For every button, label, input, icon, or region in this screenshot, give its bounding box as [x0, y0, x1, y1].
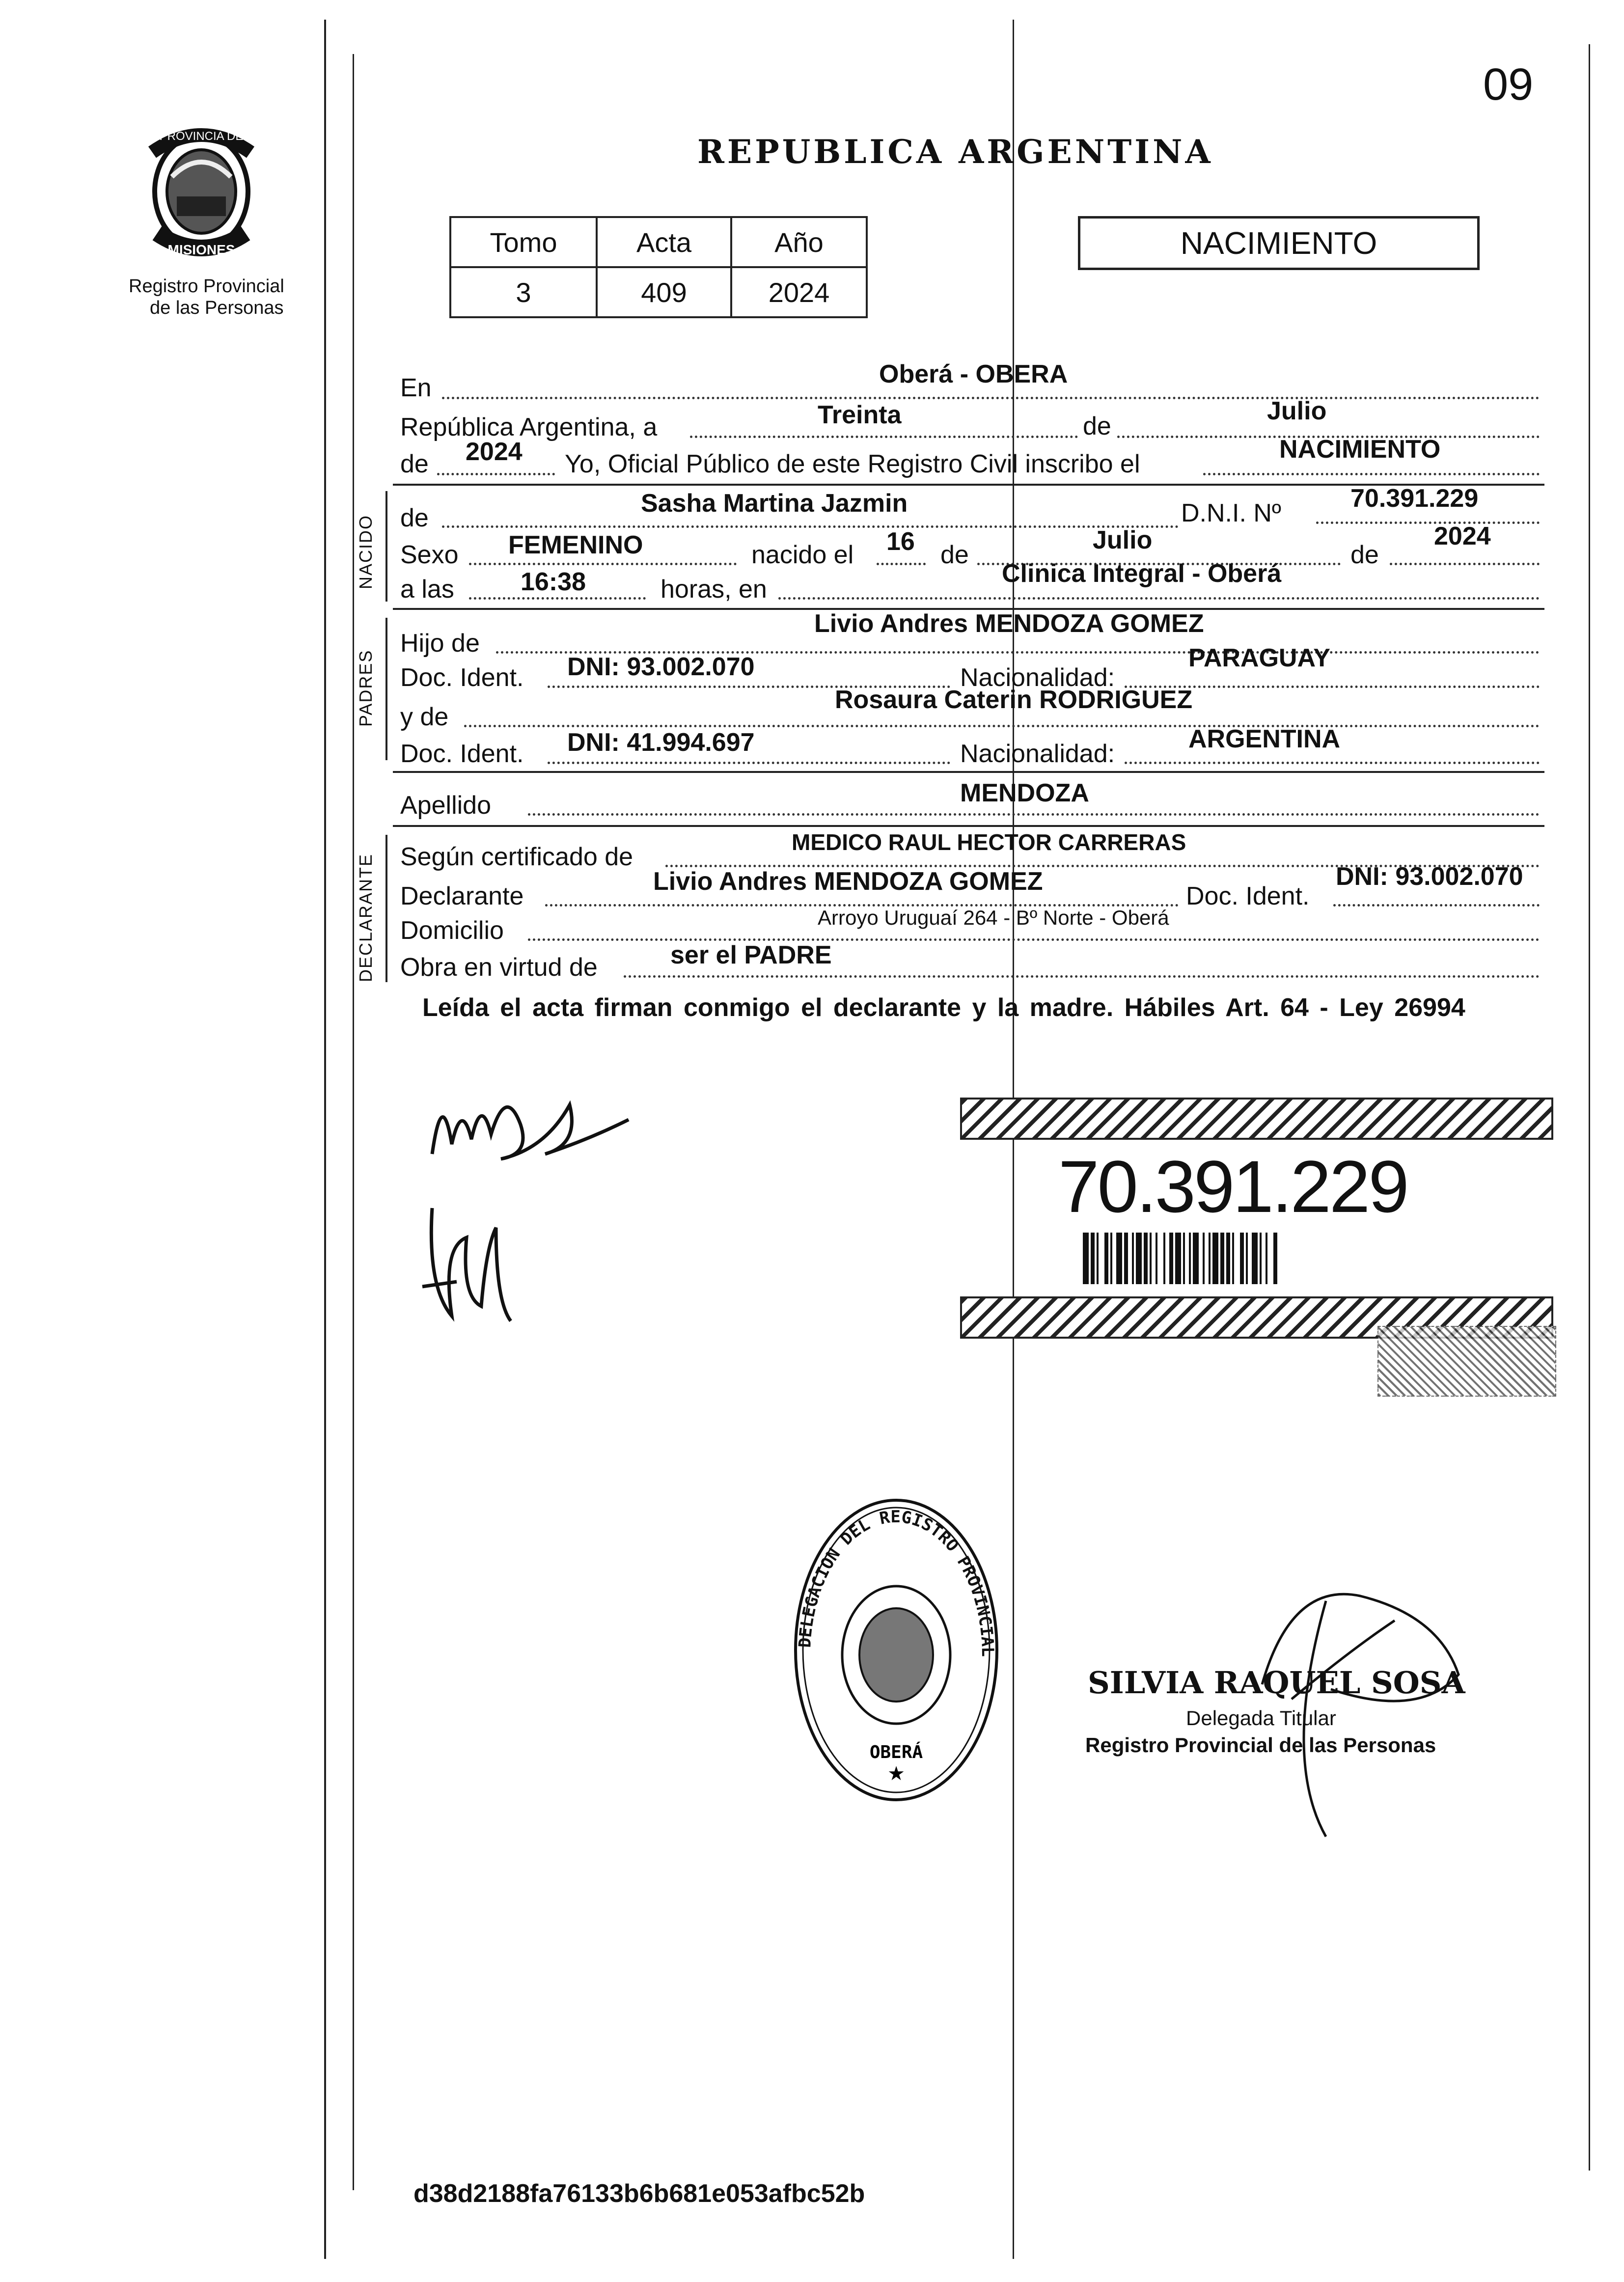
barcode-bar — [1226, 1233, 1230, 1284]
label-declarante: Declarante — [400, 882, 524, 910]
section-label-nacido: NACIDO — [356, 514, 376, 589]
label-sexo: Sexo — [400, 541, 459, 569]
madre-nac-value: ARGENTINA — [1188, 725, 1341, 753]
dni-barcode — [1083, 1233, 1422, 1284]
label-nacionalidad-padre: Nacionalidad: — [960, 663, 1115, 692]
label-horas-en: horas, en — [661, 575, 767, 604]
label-a-las: a las — [400, 575, 454, 604]
dots-madre — [464, 725, 1540, 727]
dots-dni — [1316, 522, 1540, 524]
section-label-declarante: DECLARANTE — [356, 853, 376, 982]
label-obra: Obra en virtud de — [400, 953, 598, 982]
dots-anio — [437, 473, 555, 475]
label-de-nombre: de — [400, 504, 429, 532]
barcode-bar — [1124, 1233, 1128, 1284]
barcode-bar — [1248, 1233, 1252, 1284]
madre-value: Rosaura Caterin RODRIGUEZ — [835, 686, 1193, 714]
label-segun-cert: Según certificado de — [400, 843, 633, 871]
declarante-value: Livio Andres MENDOZA GOMEZ — [653, 867, 1043, 896]
barcode-bar — [1220, 1233, 1224, 1284]
barcode-bar — [1104, 1233, 1108, 1284]
lugar-nac-value: Clinica Integral - Oberá — [1002, 559, 1282, 588]
bracket-padres — [385, 618, 387, 760]
security-pattern-top — [960, 1098, 1553, 1140]
dots-en — [442, 397, 1540, 399]
anio-value: 2024 — [731, 267, 867, 317]
seal-ring-text: DELEGACION DEL REGISTRO PROVINCIAL — [795, 1507, 998, 1657]
bracket-declarante — [385, 835, 387, 982]
col-header-anio: Año — [731, 217, 867, 267]
barcode-bar — [1240, 1233, 1244, 1284]
mes-value: Julio — [1267, 397, 1327, 425]
acta-value: 409 — [597, 267, 731, 317]
label-en: En — [400, 374, 432, 402]
certificado-value: MEDICO RAUL HECTOR CARRERAS — [792, 829, 1186, 855]
barcode-bar — [1091, 1233, 1095, 1284]
barcode-bar — [1193, 1233, 1199, 1284]
barcode-bar — [1112, 1233, 1116, 1284]
dia-value: Treinta — [818, 401, 902, 429]
barcode-bar — [1262, 1233, 1266, 1284]
security-hologram — [1377, 1326, 1556, 1397]
anio-value-main: 2024 — [466, 438, 523, 466]
barcode-bar — [1099, 1233, 1104, 1284]
apellido-value: MENDOZA — [960, 779, 1089, 807]
page-number: 09 — [1483, 59, 1534, 110]
barcode-bar — [1169, 1233, 1173, 1284]
dots-anio-nac — [1390, 563, 1540, 565]
label-doc-ident-decl: Doc. Ident. — [1186, 882, 1310, 910]
signature-madre — [413, 1188, 530, 1346]
dots-dia — [690, 436, 1078, 438]
section-rule-4 — [393, 825, 1544, 827]
official-role: Delegada Titular — [1186, 1706, 1336, 1730]
dots-dia-nac — [877, 563, 926, 565]
barcode-bar — [1116, 1233, 1122, 1284]
section-rule-3 — [393, 771, 1544, 773]
padre-value: Livio Andres MENDOZA GOMEZ — [814, 609, 1204, 638]
barcode-bar — [1175, 1233, 1181, 1284]
hora-value: 16:38 — [521, 568, 586, 596]
dots-sexo — [469, 563, 737, 565]
page-title: REPUBLICA ARGENTINA — [697, 133, 1213, 171]
anio-nac-value: 2024 — [1434, 522, 1491, 550]
delegation-seal — [791, 1493, 1002, 1807]
tomo-value: 3 — [450, 267, 597, 317]
logo-top-text: PROVINCIA DE — [159, 130, 244, 143]
signature-declarante — [422, 1066, 658, 1169]
label-yo: Yo, Oficial Público de este Registro Civil inscribo el — [565, 450, 1140, 478]
dni-big: 70.391.229 — [1058, 1145, 1407, 1228]
barcode-bar — [1277, 1233, 1279, 1284]
label-republica: República Argentina, a — [400, 413, 658, 441]
padre-nac-value: PARAGUAY — [1188, 644, 1330, 672]
label-dni: D.N.I. Nº — [1181, 499, 1281, 527]
lugar-value: Oberá - OBERA — [879, 360, 1068, 388]
dots-declarante-doc — [1333, 904, 1540, 907]
madre-doc-value: DNI: 41.994.697 — [567, 728, 755, 757]
barcode-bar — [1136, 1233, 1142, 1284]
org-line1: Registro Provincial — [129, 276, 284, 297]
dots-lugar-nac — [778, 597, 1540, 600]
official-name: SILVIA RAQUEL SOSA — [1088, 1665, 1465, 1701]
seal-bottom-text: OBERÁ — [869, 1742, 923, 1762]
dots-madre-doc — [548, 762, 950, 764]
dots-hora — [469, 597, 646, 600]
declarante-doc-value: DNI: 93.002.070 — [1336, 862, 1523, 891]
barcode-bar — [1083, 1233, 1089, 1284]
official-org: Registro Provincial de las Personas — [1085, 1733, 1436, 1757]
province-logo — [142, 118, 260, 265]
label-hijo-de: Hijo de — [400, 629, 480, 658]
label-de-anio-2: de — [1350, 541, 1379, 569]
barcode-bar — [1144, 1233, 1148, 1284]
dni-value: 70.391.229 — [1350, 484, 1479, 513]
col-header-acta: Acta — [597, 217, 731, 267]
domicilio-value: Arroyo Uruguaí 264 - Bº Norte - Oberá — [818, 906, 1169, 929]
act-type-box — [1078, 216, 1480, 270]
barcode-bar — [1152, 1233, 1156, 1284]
label-doc-ident-padre: Doc. Ident. — [400, 663, 524, 692]
tipo-value: NACIMIENTO — [1279, 435, 1441, 464]
org-line2: de las Personas — [150, 298, 284, 318]
record-table — [449, 216, 868, 318]
nombre-value: Sasha Martina Jazmin — [641, 489, 908, 518]
barcode-bar — [1157, 1233, 1163, 1284]
label-nacionalidad-madre: Nacionalidad: — [960, 740, 1115, 768]
document-hash: d38d2188fa76133b6b681e053afbc52b — [413, 2179, 865, 2208]
barcode-bar — [1128, 1233, 1132, 1284]
sexo-value: FEMENINO — [508, 531, 643, 559]
col-header-tomo: Tomo — [450, 217, 597, 267]
barcode-bar — [1212, 1233, 1218, 1284]
act-type: NACIMIENTO — [1180, 225, 1377, 261]
label-nacido-el: nacido el — [751, 541, 854, 569]
dots-tipo — [1203, 473, 1540, 475]
label-de-anio: de — [400, 450, 429, 478]
barcode-bar — [1234, 1233, 1240, 1284]
barcode-bar — [1267, 1233, 1273, 1284]
barcode-bar — [1252, 1233, 1258, 1284]
right-margin-line — [1589, 44, 1590, 2171]
bracket-nacido — [385, 491, 387, 602]
official-signature — [1233, 1562, 1478, 1846]
mes-nac-value: Julio — [1093, 526, 1153, 554]
obra-value: ser el PADRE — [670, 941, 832, 969]
label-apellido: Apellido — [400, 791, 492, 820]
padre-doc-value: DNI: 93.002.070 — [567, 653, 755, 681]
dots-apellido — [528, 813, 1540, 816]
left-margin-line — [324, 20, 326, 2259]
left-margin-line-2 — [353, 54, 354, 2190]
closing-text: Leída el acta firman conmigo el declarante y la madre. Hábiles Art. 64 - Ley 26994 — [422, 993, 1465, 1022]
barcode-bar — [1205, 1233, 1209, 1284]
dots-obra — [624, 975, 1540, 978]
label-de-mes-2: de — [940, 541, 969, 569]
section-label-padres: PADRES — [356, 649, 376, 727]
barcode-bar — [1165, 1233, 1169, 1284]
logo-bottom-text: MISIONES — [167, 242, 235, 257]
label-y-de: y de — [400, 703, 449, 731]
barcode-bar — [1273, 1233, 1277, 1284]
dots-nombre — [442, 525, 1179, 528]
label-doc-ident-madre: Doc. Ident. — [400, 740, 524, 768]
label-domicilio: Domicilio — [400, 916, 504, 945]
dots-madre-nac — [1125, 762, 1540, 764]
label-de-mes-1: de — [1083, 412, 1111, 440]
barcode-bar — [1185, 1233, 1189, 1284]
dia-nac-value: 16 — [886, 527, 915, 556]
barcode-bar — [1199, 1233, 1203, 1284]
seal-star-icon: ★ — [887, 1763, 905, 1785]
